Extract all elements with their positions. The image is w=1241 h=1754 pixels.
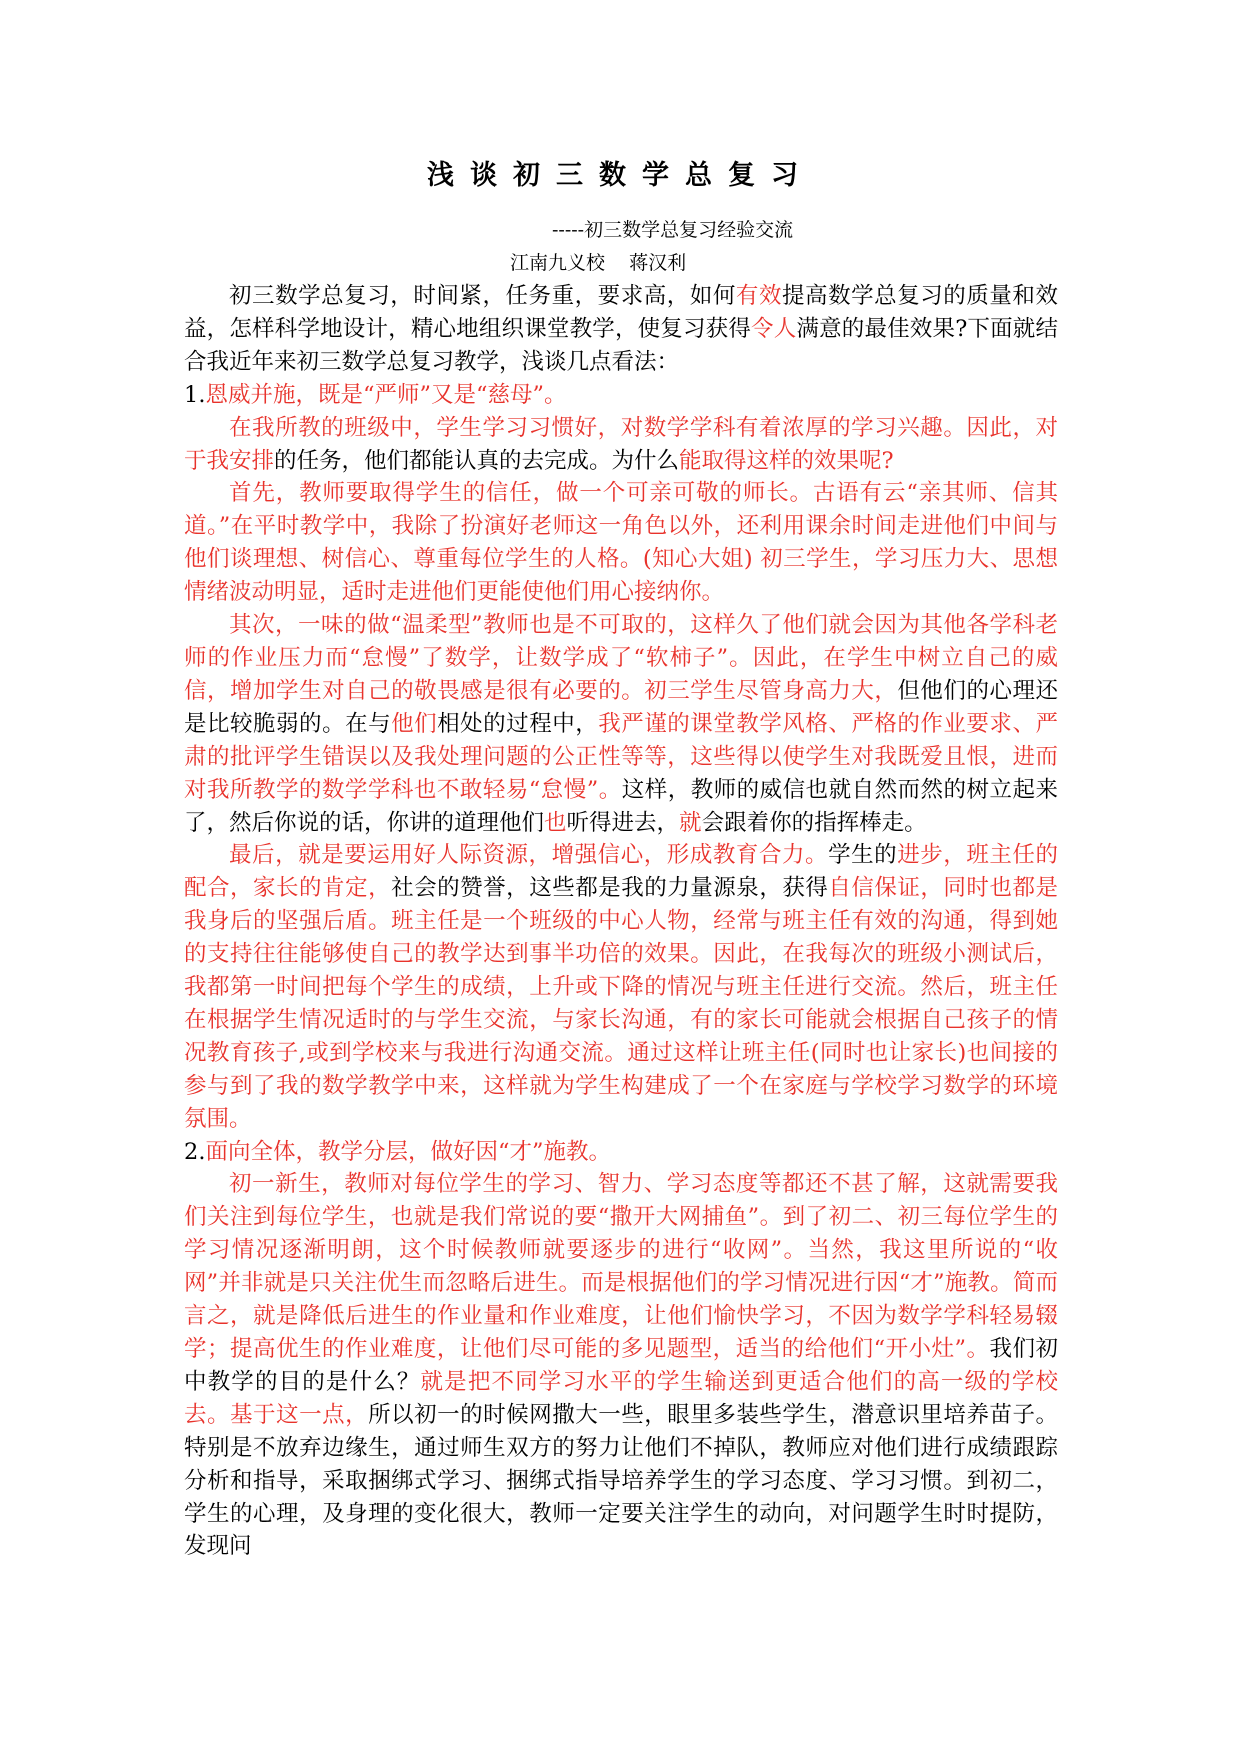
text-run: 满意的最佳效果?下面就结合我近年来初三数学总复习教学，浅谈几点看法： (184, 315, 1058, 375)
text-run: 的任务，他们都能认真的去完成。为什么 (274, 447, 680, 474)
highlight-run: 就是把不同学习水平的学生输送到更适合他们的高一级的学校去。基于这一点， (184, 1368, 1058, 1428)
section-1-heading (184, 379, 1058, 412)
text-run: 我们初中教学的目的是什么？ (184, 1336, 1058, 1395)
document-title: 浅谈初三数学总复习 (427, 160, 814, 191)
section-1-paragraph-2: 首先，教师要取得学生的信任，做一个可亲可敬的师长。古语有云“亲其师、信其道。”在平时教学中，我除了扮演好老师这一角色以外，还利用课余时间走进他们中间与他们谈理想、树信心、尊重每位学生的人格。(知心大姐) 初三学生，学习压力大、思想情绪波动明显，适时走进他们更能使他们用心接纳你。 (184, 480, 1058, 606)
highlight-run: 也 (544, 809, 567, 836)
text-run: 所以初一的时候网撒大一些，眼里多装些学生，潜意识里培养苗子。特别是不放弃边缘生，通过师生双方的努力让他们不掉队，教师应对他们进行成绩跟踪分析和指导，采取捆绑式学习、捆绑式指导培养学生的学习态度、学习习惯。到初二，学生的心理，及身理的变化很大，教师一定要关注学生的动向，对问题学生时时提防，发现问 (184, 1401, 1058, 1560)
text-run: 这样，教师的威信也就自然而然的树立起来了，然后你说的话，你讲的道理他们 (184, 776, 1058, 836)
section-heading-text: 面向全体，教学分层，做好因“才”施教。 (205, 1138, 611, 1165)
section-number: 2. (184, 1138, 206, 1165)
document-subtitle: -----初三数学总复习经验交流 (552, 219, 794, 241)
text-run: 但他们的心理还是比较脆弱的。在与 (184, 677, 1058, 737)
section-1-paragraph-1 (184, 412, 1058, 478)
section-heading-text: 恩威并施，既是“严师”又是“慈母”。 (205, 381, 567, 408)
text-run: 学生的 (828, 842, 898, 869)
section-1-paragraph-4 (184, 839, 1058, 1135)
highlight-run: 其次，一味的做“温柔型”教师也是不可取的，这样久了他们就会因为其他各学科老师的作业压力而“怠慢”了数学，让数学成了“软柿子”。因此，在学生中树立自己的威信，增加学生对自己的敬畏感是很有必要的。初三学生尽管身高力大， (184, 612, 1058, 704)
highlight-run: 初一新生，教师对每位学生的学习、智力、学习态度等都还不甚了解，这就需要我们关注到每位学生，也就是我们常说的要“撒开大网捕鱼”。到了初二、初三每位学生的学习情况逐渐明朗，这个时候教师就要逐步的进行“收网”。当然，我这里所说的“收网”并非就是只关注优生而忽略后进生。而是根据他们的学习情况进行因“才”施教。简而言之，就是降低后进生的作业量和作业难度，让他们愉快学习，不因为数学学科轻易辍学；提高优生的作业难度，让他们尽可能的多见题型，适当的给他们“开小灶”。 (184, 1171, 1058, 1362)
text-run: 听得进去， (566, 809, 680, 836)
highlight-run: 我严谨的课堂教学风格、严格的作业要求、严肃的批评学生错误以及我处理问题的公正性等等，这些得以使学生对我既爱且恨，进而对我所教学的数学学科也不敢轻易“怠慢”。 (184, 710, 1058, 803)
highlight-run: 在我所教的班级中，学生学习习惯好，对数学学科有着浓厚的学习兴趣。因此，对于我安排 (184, 414, 1058, 474)
highlight-run: 就 (679, 809, 702, 836)
document-body (184, 280, 1058, 1563)
highlight-run: 最后，就是要运用好人际资源，增强信心，形成教育合力。 (229, 842, 829, 869)
highlight-run: 自信保证，同时也都是我身后的坚强后盾。班主任是一个班级的中心人物，经常与班主任有效的沟通，得到她的支持往往能够使自己的教学达到事半功倍的效果。因此，在我每次的班级小测试后，我都第一时间把每个学生的成绩，上升或下降的情况与班主任进行交流。然后，班主任在根据学生情况适时的与学生交流，与家长沟通，有的家长可能就会根据自己孩子的情况教育孩子,或到学校来与我进行沟通交流。通过这样让班主任(同时也让家长)也间接的参与到了我的数学教学中来，这样就为学生构建成了一个在家庭与学校学习数学的环境氛围。 (184, 875, 1058, 1132)
section-number: 1. (184, 381, 206, 408)
highlight-run: 进步，班主任的配合，家长的肯定， (184, 842, 1058, 902)
section-2-paragraph-1 (184, 1168, 1058, 1563)
highlight-run: 有效 (735, 283, 783, 309)
highlight-run: 他们 (391, 710, 438, 737)
text-run: 社会的赞誉，这些都是我的力量源泉，获得 (391, 875, 829, 902)
text-run: 会跟着你的指挥棒走。 (701, 809, 927, 836)
section-2-heading (184, 1136, 1058, 1169)
author-line: 江南九义校 蒋汉利 (510, 252, 687, 274)
text-run: 相处的过程中， (437, 710, 599, 737)
section-1-paragraph-3 (184, 609, 1058, 839)
text-run: 初三数学总复习，时间紧，任务重，要求高，如何 (229, 283, 736, 309)
highlight-run: 令人 (751, 315, 797, 342)
highlight-run: 能取得这样的效果呢? (679, 447, 894, 474)
text-run: 提高数学总复习的质量和效益，怎样科学地设计，精心地组织课堂教学，使复习获得 (184, 283, 1058, 342)
intro-paragraph (184, 280, 1058, 379)
